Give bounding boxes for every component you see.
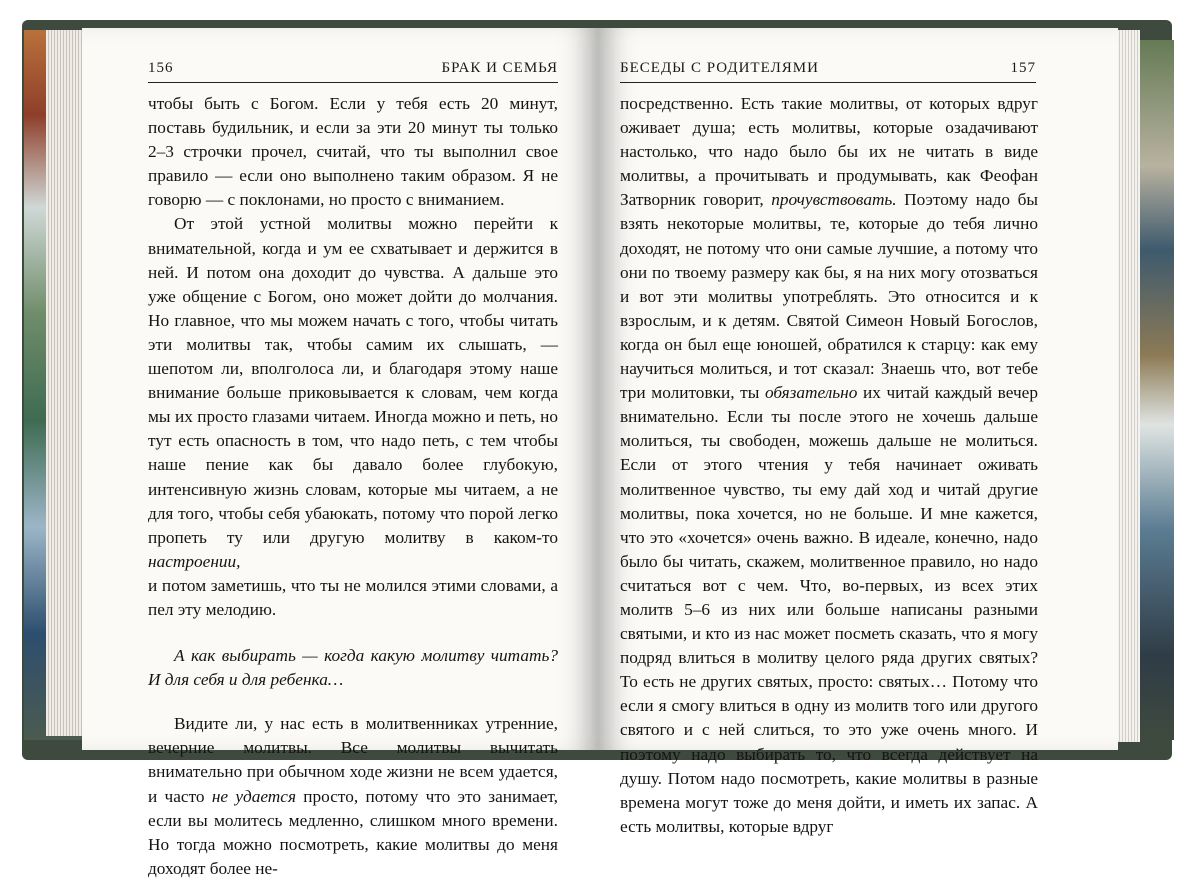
right-paragraph-1: посредственно. Есть такие молитвы, от которых вдруг оживает душа; есть молитвы, которые озадачивают настолько, что надо было бы их не читать в виде молитвы, а прочитывать и продумывать, как Феофан Затворник говорит, прочувствовать. Поэтому надо бы взять некоторые молитвы, те, которые до тебя лично доходят, не потому что они самые лучшие, а потому что они по твоему размеру как бы, я на них могу отозваться и вот эти молитвы употреблять. Это относится и к взрослым, и к детям. Святой Симеон Новый Богослов, когда он был еще юношей, обратился к старцу: как ему научиться молиться, и тот сказал: Знаешь что, вот тебе три молитовки, ты обязательно их читай каждый вечер внимательно. Если ты после этого не хочешь дальше молиться, ты свободен, можешь дальше не молиться. Если от этого чтения у тебя начинает оживать молитвенное чувство, ты ему дай ход и читай другие молитвы, пока хочется, но не больше. И мне кажется, что это «хочется» очень важно. В идеале, конечно, надо было бы читать, скажем, молитвенное правило, но надо считаться вот с чем. Что, во-первых, из всех этих молитв 5–6 из них или больше написаны разными святыми, и кто из нас может посметь сказать, что я могу подряд влиться в молитву целого ряда других святых? То есть не других святых, просто: святых… Потому что если я смогу влиться в одну из молитв того или другого святого и с ней слиться, то это уже очень много. И поэтому надо выбирать то, что всегда действует на душу. Потом надо посмотреть, какие молитвы в разные времена могут тоже до меня дойти, и иметь их запас. А есть молитвы, которые вдруг <box>620 94 1038 836</box>
left-paragraph-4: Видите ли, у нас есть в молитвенниках утренние, вечерние молитвы. Все молитвы вычитать внимательно при обычном ходе жизни не всем удается, и часто не удается просто, потому что это занимает, если вы молитесь медленно, слишком много времени. Но тогда можно посмотреть, какие молитвы до меня доходят более не- <box>148 714 558 878</box>
emphasis-ne-udaetsya: не удается <box>211 786 296 806</box>
cover-illustration-right <box>1134 40 1174 740</box>
emphasis-obyazatelno: обязательно <box>764 383 858 403</box>
right-page <box>598 28 1118 836</box>
left-paragraph-2-cont: и потом заметишь, что ты не молился этими словами, а пел эту мелодию. <box>148 575 558 619</box>
interviewer-question: А как выбирать — когда какую молитву читать? И для себя и для ребенка… <box>148 646 558 690</box>
left-paragraph-1: чтобы быть с Богом. Если у тебя есть 20 минут, поставь будильник, и если за эти 20 минут ты только 2–3 строчки прочел, считай, что ты выполнил свое правило — если оно выполнено таким образом. Я не говорю — с поклонами, но просто с вниманием. <box>148 94 558 210</box>
emphasis-nastroenii: настроении, <box>148 551 241 571</box>
left-page-text <box>148 92 558 881</box>
right-running-head: БЕСЕДЫ С РОДИТЕЛЯМИ <box>620 60 819 76</box>
right-page-header <box>620 60 1036 83</box>
right-page-text <box>620 92 1038 839</box>
right-page-number: 157 <box>1010 60 1036 76</box>
emphasis-prochuvstvovat: прочувствовать. <box>771 190 897 210</box>
left-running-head: БРАК И СЕМЬЯ <box>441 60 558 76</box>
left-page <box>82 28 598 878</box>
left-page-header <box>148 60 558 83</box>
left-page-number: 156 <box>148 60 174 76</box>
left-paragraph-2: От этой устной молитвы можно перейти к внимательной, когда и ум ее схватывает и держится в ней. И потом она доходит до чувства. А дальше это уже общение с Богом, оно может дойти до молчания. Но главное, что мы можем начать с того, чтобы читать эти молитвы так, чтобы самим их слышать, — шепотом ли, вполголоса ли, и благодаря этому наше внимание больше приковывается к словам, чем когда мы их просто глазами читаем. Иногда можно и петь, но тут есть опасность в том, что надо петь, с тем чтобы наше пение как бы давало более глубокую, интенсивную жизнь словам, которые мы читаем, а не для того, чтобы себя убаюкать, потому что порой легко пропеть ту или другую молитву в каком-то настроении, <box>148 214 558 571</box>
